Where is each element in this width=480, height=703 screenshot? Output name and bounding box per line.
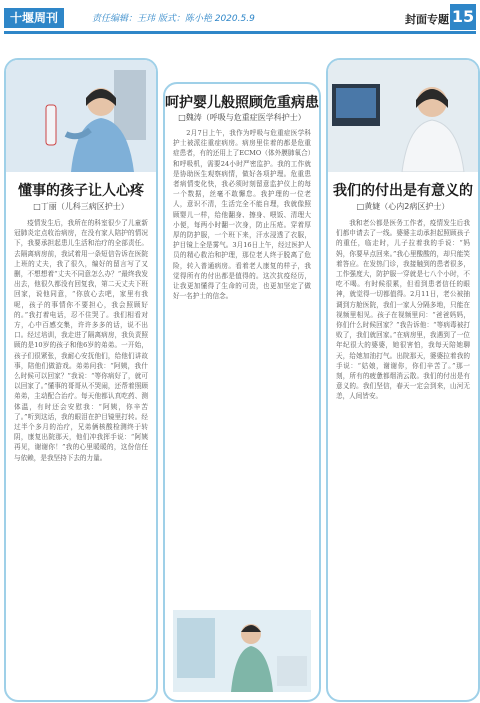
article-column-2 <box>163 82 321 702</box>
nurse-photo-2 <box>173 610 311 692</box>
masthead-tag: 十堰周刊 <box>4 8 64 28</box>
section-title: 封面专题 <box>405 13 449 26</box>
article-body-2 <box>173 128 311 604</box>
nurse-photo-1 <box>6 60 156 172</box>
article-title-2: 呵护婴儿般照顾危重病患 <box>165 95 319 111</box>
article-body-3 <box>336 218 470 694</box>
article-text-3: 我和老公都是医务工作者，疫情发生后我们都申请去了一线。婆婆主动承担起照顾孩子的重任，临走时，儿子拉着我的手说：“妈妈，你要早点回来。”我心里酸酸的，却只能笑着答应。在发热门诊，我接触到的患者很多，工作强度大，防护服一穿就是七八个小时，不吃不喝。有时候很累，但看到患者信任的眼神，就觉得一切都值得。2月11日，老公被抽调到方舱医院，我们一家人分隔多地，只能在视频里相见。孩子在视频里问：“爸爸妈妈，你们什么时候回家？”我告诉他：“等病毒被打败了，我们就回家。”在病房里，我遇到了一位年纪很大的婆婆，她很害怕，我每天陪她聊天，给她加油打气。出院那天，婆婆拉着我的手说：“姑娘，谢谢你，你们辛苦了。”那一刻，所有的疲惫都烟消云散。我们的付出是有意义的。我们坚信，春天一定会到来，山河无恙，人间皆安。 <box>336 219 470 401</box>
article-title-1: 懂事的孩子让人心疼 <box>18 183 144 199</box>
article-column-1 <box>4 58 158 702</box>
page-number: 15 <box>450 4 476 30</box>
article-author-3: □黄婕（心内2病区护士） <box>356 202 450 211</box>
article-title-3: 我们的付出是有意义的 <box>333 183 473 199</box>
nurse-illustration-3 <box>328 60 478 172</box>
nurse-photo-3 <box>328 60 478 172</box>
article-column-3 <box>326 58 480 702</box>
nurse-illustration-1 <box>6 60 156 172</box>
page-header <box>0 0 480 34</box>
article-text-1: 疫情发生后，我所在的科室很少了儿童新冠肺炎定点收治病房，在没有家人陪护的情况下，我要承担起患儿生活和治疗的全部责任。去隔离病房前，我试着用一条短信告诉在医院上班的丈夫，我了很久，编好的留言写了又删，不想想着“丈夫不同意怎么办？”最终我发出去，他很久都没有回复我，第二天丈夫下班回家，说他同意，“你放心去吧，家里有我呢，孩子的事情你不要担心，我会照顾好的。”我打着电话，忍不住哭了。我们相看对方，心中百感交集，许许多多的话，说不出口。经过培训，我走进了隔离病房，我负责照顾的是10岁的孩子和他6岁的弟弟。一开始，孩子们很紧张，我耐心安抚他们，给他们讲故事，陪他们做游戏。弟弟问我：“阿姨，我什么时候可以回家？”我说：“等你病好了，就可以回家了。”懂事的哥哥从不哭闹，还帮着照顾弟弟，主动配合治疗。每天他都认真吃药、测体温，有时还会安慰我：“阿姨，你辛苦了。”听到这话，我的眼泪在护目镜里打转。经过半个多月的治疗，兄弟俩核酸检测终于转阴，康复出院那天，他们冲我挥手说：“阿姨再见，谢谢你！”我的心里暖暖的，这份信任与依赖，是我坚持下去的力量。 <box>14 219 148 462</box>
header-rule <box>4 31 476 34</box>
article-author-1: □丁丽（儿科三病区护士） <box>33 202 129 211</box>
ward-illustration-2 <box>173 610 311 692</box>
article-body-1 <box>14 218 148 694</box>
article-author-2: □魏涛（呼吸与危重症医学科护士） <box>178 113 306 122</box>
article-text-2: 2月7日上午，我作为呼吸与危重症医学科护士被派往重症病房。病房里住着的都是危重症患者，有的还用上了ECMO（体外膜肺氧合）和呼吸机，需要24小时严密监护。我的工作就是协助医生观察病情，做好各项护理。危重患者病情变化快，我必须时刻留意监护仪上的每一个数据，丝毫不敢懈怠。我护理的一位老人，意识不清，生活完全不能自理，我就像照顾婴儿一样，给他翻身、擦身、喂饭、清理大小便，每两小时翻一次身，防止压疮。穿着厚厚的防护服，一个班下来，汗水浸透了衣服，护目镜上全是雾气。3月16日上午，经过医护人员的精心救治和护理，那位老人终于脱离了危险，转入普通病房。看着老人康复的样子，我觉得所有的付出都是值得的。这次抗疫经历，让我更加懂得了生命的可贵，也更加坚定了做好一名护士的信念。 <box>173 129 311 301</box>
editor-credits: 责任编辑：王玮 版式：陈小艳 2020.5.9 <box>92 14 255 24</box>
